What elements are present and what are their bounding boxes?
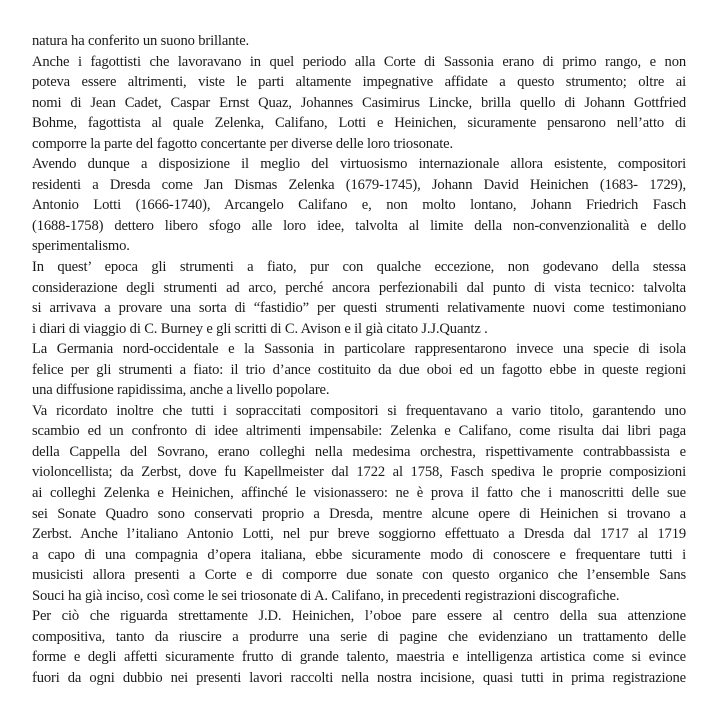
text-line: felice per gli strumenti a fiato: il trio d’ance costituito da due oboi ed un fagotto ebbe in queste regioni <box>32 361 686 378</box>
text-line: Per ciò che riguarda strettamente J.D. Heinichen, l’oboe pare essere al centro della sua attenzione <box>32 608 686 625</box>
text-line: sei Sonate Quadro sono conservati proprio a Dresda, mentre alcune opere di Heinichen si trovano a <box>32 505 686 522</box>
text-line: Antonio Lotti (1666-1740), Arcangelo Califano e, non molto lontano, Johann Friedrich Fasch <box>32 197 686 214</box>
text-line: La Germania nord-occidentale e la Sassonia in particolare rappresentarono invece una specie di isola <box>32 341 686 358</box>
document-page <box>32 31 686 689</box>
text-line: a capo di una compagnia d’opera italiana, ebbe sicuramente modo di conoscere e frequentare tutti i <box>32 546 686 563</box>
text-line: Anche i fagottisti che lavoravano in quel periodo alla Corte di Sassonia erano di primo rango, e non <box>32 53 686 70</box>
text-line: (1688-1758) dettero libero sfogo alle loro idee, talvolta al limite della non-convenzionalità e dello <box>32 217 686 234</box>
text-line: scambio ed un confronto di idee altrimenti impensabile: Zelenka e Califano, come risulta dai libri paga <box>32 423 686 440</box>
text-line: ai colleghi Zelenka e Heinichen, affinché le visionassero: ne è prova il fatto che i manoscritti delle sue <box>32 485 686 502</box>
text-line: musicisti allora presenti a Corte e di comporre due sonate con questo organico che l’ensemble Sans <box>32 567 686 584</box>
text-line: Zerbst. Anche l’italiano Antonio Lotti, nel pur breve soggiorno effettuato a Dresda dal 1717 al 1719 <box>32 526 686 543</box>
text-line: considerazione degli strumenti ad arco, perché ancora perfezionabili dal punto di vista tecnico: talvolta <box>32 279 686 296</box>
text-line: si arrivava a provare una sorta di “fastidio” per questi strumenti relativamente nuovi come testimoniano <box>32 300 686 317</box>
text-line: forme e degli affetti sicuramente frutto di grande talento, maestria e intelligenza artistica come si evince <box>32 649 686 666</box>
text-line: residenti a Dresda come Jan Dismas Zelenka (1679-1745), Johann David Heinichen (1683- 1729), <box>32 176 686 193</box>
text-line: della Cappella del Sovrano, erano colleghi nella medesima orchestra, rispettivamente contrabbassista e <box>32 443 686 460</box>
text-line: nomi di Jean Cadet, Caspar Ernst Quaz, Johannes Casimirus Lincke, brilla quello di Johann Gottfried <box>32 94 686 111</box>
text-line: una diffusione rapidissima, anche a livello popolare. <box>32 382 330 399</box>
text-line: sperimentalismo. <box>32 238 130 255</box>
text-line: Va ricordato inoltre che tutti i sopraccitati compositori si frequentavano a vario titolo, garantendo uno <box>32 402 686 419</box>
text-line: compositiva, tanto da riuscire a produrre una serie di pagine che evidenziano un trattamento delle <box>32 628 686 645</box>
text-line: poteva essere altrimenti, viste le parti altamente impegnative affidate a questo strumento; oltre ai <box>32 74 686 91</box>
text-line: In quest’ epoca gli strumenti a fiato, pur con qualche eccezione, non godevano della stessa <box>32 259 686 276</box>
text-line: comporre la parte del fagotto concertante per diverse delle loro triosonate. <box>32 135 453 152</box>
text-line: Souci ha già inciso, così come le sei triosonate di A. Califano, in precedenti registrazioni discografiche. <box>32 587 620 604</box>
text-line: Bohme, fagottista al quale Zelenka, Califano, Lotti e Heinichen, sicuramente pensarono nell’atto di <box>32 115 686 132</box>
text-line: fuori da ogni dubbio nei presenti lavori raccolti nella nostra incisione, quasi tutti in prima registrazione <box>32 669 686 686</box>
text-line: natura ha conferito un suono brillante. <box>32 33 250 49</box>
text-line: violoncellista; da Zerbst, dove fu Kapellmeister dal 1722 al 1758, Fasch spediva le proprie composizioni <box>32 464 686 481</box>
text-line: Avendo dunque a disposizione il meglio del virtuosismo internazionale allora esistente, compositori <box>32 156 686 173</box>
text-line: i diari di viaggio di C. Burney e gli scritti di C. Avison e il già citato J.J.Quantz . <box>32 320 488 337</box>
